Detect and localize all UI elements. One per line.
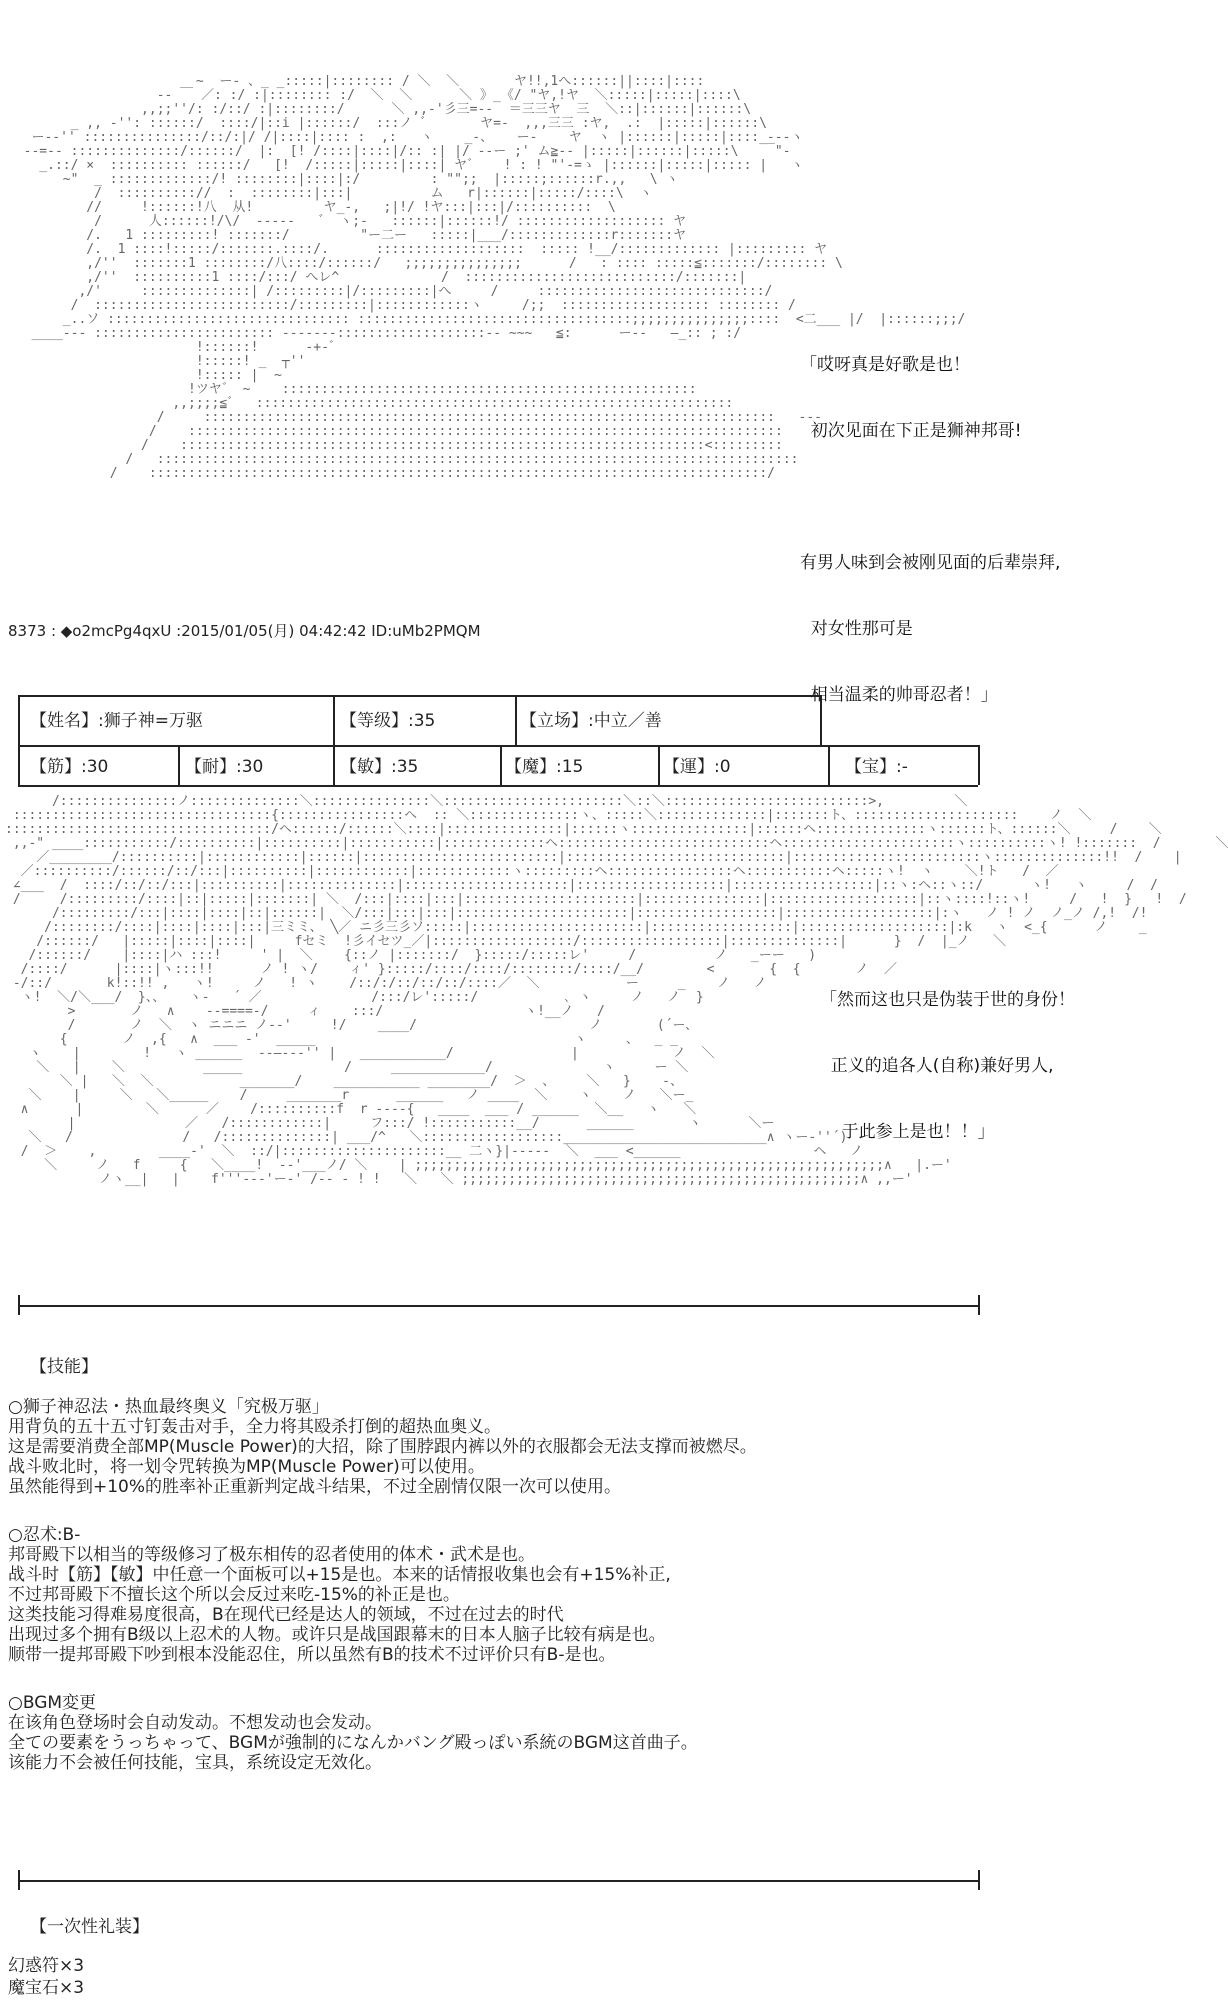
stat-luck: 【運】:0	[663, 757, 731, 777]
skill-line: 在该角色登场时会自动发动。不想发动也会发动。	[8, 1713, 382, 1733]
skill-title: ○狮子神忍法・热血最终奥义「究极万驱」	[8, 1397, 329, 1417]
table-divider	[333, 745, 335, 785]
table-divider	[515, 695, 517, 745]
stat-agility: 【敏】:35	[340, 757, 419, 777]
dialog-line: 正义的追各人(自称)兼好男人,	[820, 1056, 1054, 1076]
table-divider	[178, 745, 180, 785]
speech-bubble-2	[820, 945, 1075, 1165]
speech-bubble-1	[800, 310, 1060, 728]
table-bottom-line	[18, 785, 978, 787]
dialog-line: 「哎呀真是好歌是也！	[800, 355, 970, 375]
skill-title: ○忍术:B-	[8, 1525, 81, 1545]
divider-line	[18, 1880, 978, 1882]
skills-heading: 【技能】	[30, 1357, 98, 1377]
stat-strength: 【筋】:30	[30, 757, 109, 777]
table-divider	[500, 745, 502, 785]
stat-name: 【姓名】:狮子神=万驱	[30, 711, 203, 731]
table-divider	[820, 695, 822, 745]
skill-line: 用背负的五十五寸钉轰击对手，全力将其殴杀打倒的超热血奥义。	[8, 1417, 501, 1437]
skill-line: 战斗败北时，将一划令咒转换为MP(Muscle Power)可以使用。	[8, 1457, 485, 1477]
table-mid-line	[18, 745, 978, 747]
divider-cap	[978, 1295, 980, 1315]
table-divider	[18, 695, 20, 745]
table-divider	[658, 745, 660, 785]
skill-line: 全ての要素をうっちゃって、BGMが強制的になんかバング殿っぽい系統のBGM这首曲子。	[8, 1733, 698, 1753]
divider-line	[18, 1305, 978, 1307]
skill-line: 战斗时【筋】【敏】中任意一个面板可以+15是也。本来的话情报收集也会有+15%补正,	[8, 1565, 671, 1585]
skill-line: 这类技能习得难易度很高，B在现代已经是达人的领域，不过在过去的时代	[8, 1605, 564, 1625]
table-divider	[333, 695, 335, 745]
dialog-line: 于此参上是也！！」	[820, 1122, 995, 1142]
table-divider	[978, 745, 980, 785]
stat-magic: 【魔】:15	[505, 757, 584, 777]
dialog-line	[800, 486, 1060, 508]
stat-treasure: 【宝】:-	[845, 757, 908, 777]
table-divider	[828, 745, 830, 785]
item-entry: 魔宝石×3	[8, 1978, 85, 1998]
skill-line: 出现过多个拥有B级以上忍术的人物。或许只是战国跟幕末的日本人脑子比较有病是也。	[8, 1625, 666, 1645]
post-header: 8373 : ◆o2mcPg4qxU :2015/01/05(月) 04:42:42 ID:uMb2PMQM	[8, 622, 481, 640]
dialog-line: 「然而这也只是伪装于世的身份！	[820, 990, 1075, 1010]
item-entry: 幻惑符×3	[8, 1956, 85, 1976]
divider-cap	[978, 1870, 980, 1890]
skill-line: 不过邦哥殿下不擅长这个所以会反过来吃-15%的补正是也。	[8, 1585, 460, 1605]
divider-cap	[18, 1295, 20, 1315]
stat-alignment: 【立场】:中立／善	[520, 711, 662, 731]
ascii-art-ninja: /:::::::::::::::ノ::::::::::::::＼:::::::::::::::＼:::::::::::::::::::::::＼::＼::::::::::::::::::::::::::>, ＼ :::::::::::::::::::::::::::::::::{::::::::::::::::ヘ :: ＼::::::::::::::ヽ、:::::＼::::::::::::::|:::::::ト、::::::::::::::::::::: ノ ＼ ::::::::::::::::::::::::::::::::::/ヘ::::::/::::::＼::::|:::::::::::::::|::::::ヽ:::::::::::::::|::::::ヘ::::::::::::::ヽ::::::ト、::::::＼ / ＼ ,,‐" ____:::::::::::/::::::::::|::::::::::|:::::::::::|:::::::::::::ヘ:::::::::::::::::::::::::::ヘ::::::::::::::::::::::ヽ::::::::::ヽ! !::::::: / ＼ ／________/::::::::::|::::::::::::|::::::|:::::::::::::::::::::::::|::::::::::::::::::::::::::::|::::::::::::::::::::::::ヽ::::::::::::::!! / | ／::::::::::/::::::/::/:::|::::::::::|::::::::::::|::::::::::::ヽ:::::::::ヘ::::::::::::::::ヘ:::::::::::ヘ:::::ヽ! ヽ ＼!ト / ／ ∠___ / ::::/::/::/:::|::::::::::|::::::::::::::|:::::::::::::::::::::|:::::::::::::::::::|::::::::::::::::::|::ヽ:ヘ::ヽ::/ ヽ! ヽ / / / /:::::::::/::::|::|:::::|:::::::| ＼ /:::|::::|:::|::::::::::::::::::::::|:::::::::::::::|:::::::::::::::::::|::ヽ::::!::ヽ! / ! } ! / /:::::::::/:::|::::|::::|::|::::::| ＼/:::|:::|:::|::::::::::::::::::::::|::::::::::::::::::|:::::::::::::::::::|:ヽ ノ ! ノ ノ_ノ /,! /! /::::::::/::::|::::|::::|:::|三ミミ、 ╲／ ニ彡三彡ソ:::::|::::::::::::::::::::::|::::::::::::::::::|:::::::::::::::::::|:k ヽ <_{ ノ _ /::::::/ |:::::|::::|::::| fセミ !彡イセツ_／|::::::::::::::::::/::::::::::::::::::|::::::::::::::| } / |_ノ ＼ /::::::/ |::::|ハ :::! ' | ＼ {::ノ |:::::::/ }:::::/:::::レ' / ノ _ーー ) /::::/ |::::|ヽ:::!! ノ ! ヽ/ ィ' }:::::/::::/::::/::::::::/::::/__/ < { { ノ ／ -/::/ k!::!! , ヽ! ノ ! ヽ /::/:/::/::/::/::::／ ＼ ー _ ノ ノ ヽ! ＼/＼___/ }、、 ヽ- ´ ／ /:::/レ':::::/ ､ ヽ ノ ノ } > ノ ∧ ‐-====‐/ ィ :::/ ヽ!__ノ / / ノ ＼ ヽ ニニニ ノ‐-' !/ ____/ ノ (´ー、 { ノ ,{ ∧ ___ ‐' _____ ヽ 、 _ _ ヽ | ! ヽ ______ ‐‐―‐‐‐'' | ___________/ | ノ ＼ ＼ | ＼ _____ / ____________/ ヽ ー ＼ ＼ | ＼ ＼ _______/ ___________ ________/ ＞ 、 ＼ } -、 ＼ | ＼ ＼_____ / _______r ______ ノ ____ ＼ ヽ ノ ＼ー_ ∧ | ＼ ／ /::::::::::f r ‐‐‐‐{ ____ ___ / ______ ＼__ ヽ ＼ | ／ /::::::::::::| フ:::/ !:::::::::::__/ ______ ヽ ＼ー ＼ / / /::::::::::::::| ___/^ ＼::::::::::::::::::__________________________∧ ヽー‐''´) / ＞ , ____-' ＼ ::/|:::::::::::::::::::::__ 二ヽ}|----- ＼ ___ <______ ヘ ノ ＼ ノ f { ＼____! ‐-'___ノ/ ＼ | ;;;;;;;;;;;;;;;;;;;;;;;;;;;;;;;;;;;;;;;;;;;;;;;;;;;;;;;;;;;;∧ |.ー' ノヽ__| | f'''‐‐‐'ー‐' /‐‐ ‐ ! ! ＼ ＼ ;;;;;;;;;;;;;;;;;;;;;;;;;;;;;;;;;;;;;;;;;;;;;;;;;;;∧ ,,ー'	[5, 794, 1228, 1187]
stat-endurance: 【耐】:30	[185, 757, 264, 777]
dialog-line: 相当温柔的帅哥忍者！」	[800, 685, 998, 705]
skill-title: ○BGM変更	[8, 1693, 97, 1713]
table-divider	[18, 745, 20, 785]
dialog-line: 对女性那可是	[800, 619, 913, 639]
skill-line: 这是需要消费全部MP(Muscle Power)的大招，除了围脖跟内裤以外的衣服都会无法支撑而被燃尽。	[8, 1437, 757, 1457]
items-heading: 【一次性礼装】	[30, 1917, 149, 1937]
skill-line: 虽然能得到+10%的胜率补正重新判定战斗结果，不过全剧情仅限一次可以使用。	[8, 1477, 622, 1497]
skill-block	[8, 1688, 698, 1773]
dialog-line: 初次见面在下正是狮神邦哥!	[800, 421, 1022, 441]
stat-level: 【等级】:35	[340, 711, 436, 731]
skill-block	[8, 1520, 671, 1665]
skill-line: 邦哥殿下以相当的等级修习了极东相传的忍者使用的体术・武术是也。	[8, 1545, 535, 1565]
dialog-line: 有男人味到会被刚见面的后辈崇拜,	[800, 553, 1061, 573]
table-top-line	[18, 695, 821, 697]
skill-line: 顺带一提邦哥殿下吵到根本没能忍住，所以虽然有B的技术不过评价只有B-是也。	[8, 1645, 616, 1665]
skill-block	[8, 1392, 757, 1497]
ascii-art-portrait: ~ ー- 、_ _:::::|:::::::: / ＼ ＼ ヤ!!,1へ::::::||::::|:::: -‐ ￣ ／: :/ :|:::::::: :/ ＼ ＼ ＼ 》_《/ "ヤ,!ヤ ＼:::::|:::::|::::\ ,,;;''/: :/::/ :|::::::::/ ＼ ,,-'彡三=-- ＝三三ヤ 三 ＼::|::::::|::::::\ _ ,, ‐'': ::::::/ ::::/|::i |::::::/ :::ノ ゛ ヤ=‐ ,,,三三 :ヤ, .: |:::::|::::::\ ー-‐'' :::::::::::::::/::/:|/ /|::::|:::: : ,: ヽ _-、 ー- ヤ ヽ |::::::|:::::|::::_--‐ヽ ‐-=-- ::::::::::::::/::::::/ |: [! /::::|::::|/:: :| |/ ‐-ー ;' ム≧-- |:::::|::::::|:::::\ ￣"- _.::/ × :::::::::: ::::::/ [! /:::::|:::::|::::| ヤ゛ ! : ! "'-=ゝ |::::::|:::::|::::: | ヽ ~" _ :::::::::::::/! ::::::::|::::|:/ : "";; |:::::;::::::r.,, \ ヽ / ::::::::::// : ::::::::|:::| ム r|::::::|:::::/::::\ ヽ // !::::::!八 从! ヤ_-, ;|!/ !ヤ:::|:::|/:::::::::: \ / 人::::::!/\/ ‐‐‐‐‐ ゛ ヽ;- ::::::|::::::!/ ::::::::::::::::::: ヤ /. 1 :::::::::! :::::::/ "ー二ー :::::|___/:::::::::::::r:::::::ヤ /. 1 ::::!:::::/:::::::.::::/. ::::::::::::::::::: ::::: !__/::::::::::::: |::::::::: ヤ ,/'' :::::::1 ::::::::/八::::/::::::/ ;;;;;;;;;;;;;;; / : :::: :::::≦:::::::/:::::::: \ ,/'' ::::::::::1 ::::/:::/ へレ^ / :::::::::::::::::::::::::::/:::::::| ,/' ::::::::::::::| /:::::::::|/:::::::::|へ / :::::::::::::::::::::::::::::/ / :::::::::::::::::::::::::/:::::::::|::::::::::::ヽ /;; ::::::::::::::::::: :::::::: / _..ソ ::::::::::::::::::::::::::::::: :::::::::::::::::::::::::::::::::::;;;;;;;;;;;;;;;:::: <二___ |/ |::::::;;;/ ____--- ::::::::::::::::::::::: -------:::::::::::::::::::-‐ ~~~ ≦: ー-- ―_:: ; :/ !::::::! -+-゛ !:::::! _ ┬'' !::::: | ~ !ツヤ゛ ~ ::::::::::::::::::::::::::::::::::::::::::::::::::::: ,,;;;;≦゛ ::::::::::::::::::::::::::::::::::::::::::::::::::::::::::::: / ::::::::::::::::::::::::::::::::::::::::::::::::::::::::::::::::::::::::: ‐‐‐ / :::::::::::::::::::::::::::::::::::::::::::::::::::::::::::::::::::::::::::: / :::::::::::::::::::::::::::::::::::::::::::::::::::::::::::::::::::<::::::::: / :::::::::::::::::::::::::::::::::::::::::::::::::::::::::::::::::::::::::::::::::: / :::::::::::::::::::::::::::::::::::::::::::::::::::::::::::::::::::::::::::::::/	[23, 74, 966, 481]
divider-cap	[18, 1870, 20, 1890]
skill-line: 该能力不会被任何技能，宝具，系统设定无效化。	[8, 1753, 382, 1773]
